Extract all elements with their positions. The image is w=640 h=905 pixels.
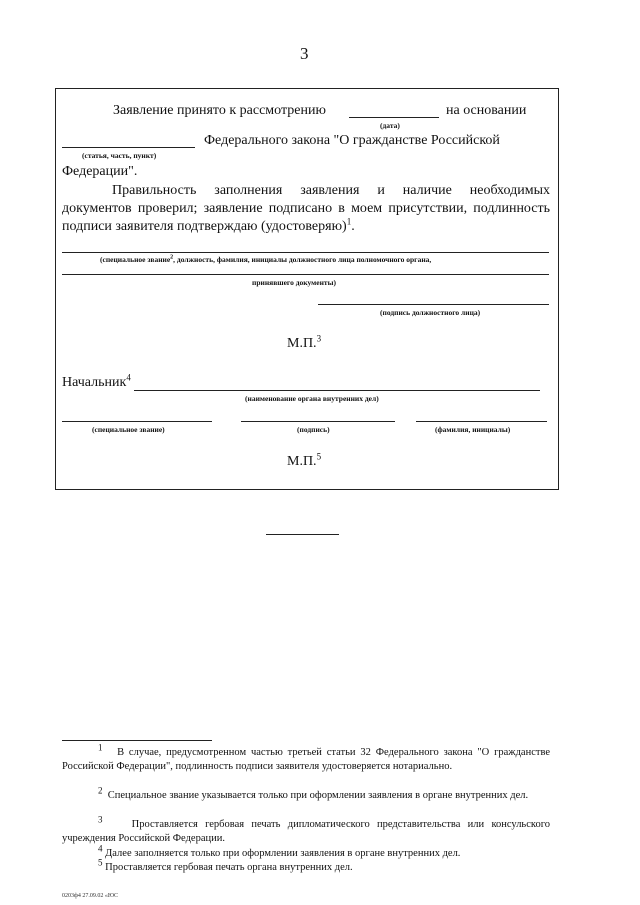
footnote-5: $^5$ Проставляется гербовая печать органа внутренних дел. [98,857,353,873]
rank-field-line [62,421,212,422]
verification-text: Правильность заполнения заявления и наличие необходимых документов проверил; заявление подписано в моем присутствии, подлинность подписи заявителя подтверждаю (удостоверяю) [62,183,550,234]
acceptance-text: Заявление принято к рассмотрению [113,103,326,118]
chief-label: Начальник$^4$ [62,372,131,390]
name-field-line [416,421,547,422]
law-text: Федерального закона "О гражданстве Российской [204,133,500,148]
date-field-line [349,117,439,118]
section-separator [266,534,339,535]
page-number: 3 [300,44,309,63]
official-field-line-2 [62,274,549,275]
document-code: 0203ф4 27.09.02 «ЮС [62,893,119,899]
official-signature-line [318,304,549,305]
basis-text: на основании [446,103,527,118]
name-caption: (фамилия, инициалы) [435,425,511,434]
footnote-4: $^4$ Далее заполняется только при оформлении заявления в органе внутренних дел. [98,843,461,859]
footnote-1: $^1$ В случае, предусмотренном частью третьей статьи 32 Федерального закона "О гражданстве Российской Федерации", подлинность подписи заявителя удостоверяется нотариально. [62,742,550,772]
footnote-separator [62,740,212,741]
law-end-text: Федерации". [62,164,138,179]
signature-caption: (подпись должностного лица) [380,308,481,317]
stamp-place-1: М.П.$^3$ [287,333,322,351]
stamp-place-2: М.П.$^5$ [287,451,322,469]
sign-caption: (подпись) [297,425,330,434]
organ-caption: (наименование органа внутренних дел) [245,394,379,403]
rank-caption: (специальное звание) [92,425,165,434]
footnote-3: $^3$ Проставляется гербовая печать дипломатического представительства или консульского учреждения Российской Федерации. [62,814,550,844]
footnote-2: $^2$ Специальное звание указывается только при оформлении заявления в органе внутренних дел. [98,785,529,801]
article-field-line [62,147,195,148]
official-field-line [62,252,549,253]
date-caption: (дата) [380,121,400,130]
footnote-ref-1: 1 [346,216,352,227]
official-caption-line2: принявшего документы) [252,278,336,287]
sign-field-line [241,421,395,422]
article-caption: (статья, часть, пункт) [82,151,157,160]
organ-field-line [134,390,540,391]
verification-paragraph: Правильность заполнения заявления и наличие необходимых документов проверил; заявление подписано в моем присутствии, подлинность подписи заявителя подтверждаю (удостоверяю)$^1$. [62,183,550,234]
official-caption: (специальное звание$^2$, должность, фамилия, инициалы должностного лица полномочного органа, [100,254,432,264]
